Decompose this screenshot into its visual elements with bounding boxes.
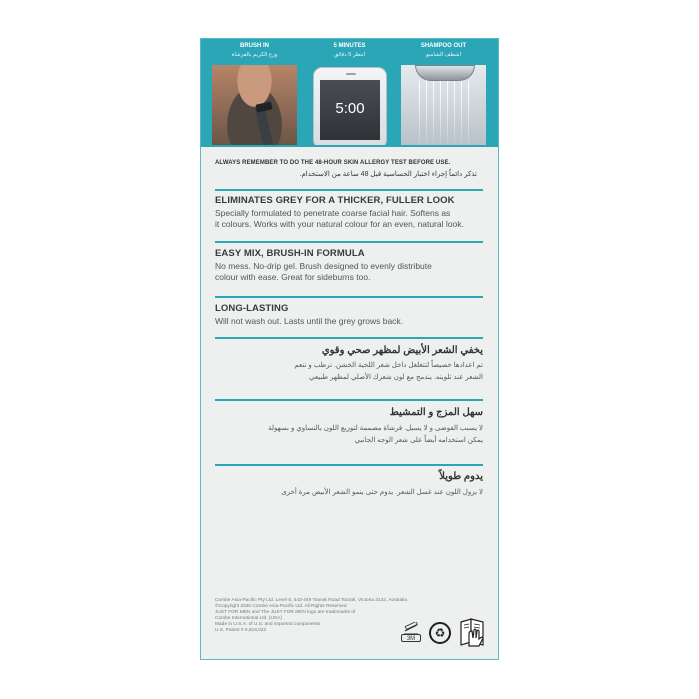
feature-heading: ELIMINATES GREY FOR A THICKER, FULLER LOOK <box>215 195 455 206</box>
legal-line: ©Copyright 2020 Combe Asia-Pacific Ltd. All Rights Reserved <box>215 604 347 609</box>
step-2-title: 5 MINUTES <box>333 43 366 49</box>
legal-line: Combe Asia-Pacific Pty Ltd. Level 8, 443-449 Toorak Road Toorak, Victoria 3142, Australia <box>215 598 407 603</box>
legal-line: JUST FOR MEN and The JUST FOR MEN logo are trademarks of <box>215 610 356 615</box>
feature-heading: LONG-LASTING <box>215 303 289 314</box>
recycle-icon: ♻ <box>429 622 451 644</box>
feature-heading: EASY MIX, BRUSH-IN FORMULA <box>215 248 365 259</box>
feature-text: Will not wash out. Lasts until the grey grows back. <box>215 316 404 326</box>
step-1-subtitle: وزع الكريم بالفرشاة <box>231 52 278 58</box>
divider <box>215 464 483 466</box>
water-stream <box>468 81 469 145</box>
package-panel <box>200 38 499 660</box>
water-stream <box>426 81 427 145</box>
steps-banner <box>201 39 498 147</box>
water-stream <box>461 81 462 145</box>
phone-speaker <box>346 73 356 75</box>
phone-icon <box>313 67 387 145</box>
step-1-title: BRUSH IN <box>239 43 269 49</box>
feature-text-ar: لا يزول اللون عند غسل الشعر. يدوم حتى ينمو الشعر الأبيض مرة أخرى <box>281 489 483 496</box>
water-stream <box>419 81 420 145</box>
phone-screen <box>320 80 380 140</box>
divider <box>215 399 483 401</box>
water-stream <box>433 81 434 145</box>
read-instructions-icon <box>455 616 489 648</box>
feature-heading-ar: سهل المزج و التمشيط <box>389 407 483 418</box>
feature-text: No mess. No-drip gel. Brush designed to evenly distribute <box>215 261 432 271</box>
shampoo-photo <box>401 65 486 145</box>
shower-image <box>401 65 486 145</box>
divider <box>215 337 483 339</box>
feature-text-ar: تم اعدادها خصيصاً لتتغلغل داخل شعر اللحية الخشن. ترطب و تنعم <box>294 362 483 369</box>
feature-text: it colours. Works with your natural colour for an even, natural look. <box>215 219 464 229</box>
legal-line: Made in U.S.A. of U.S. and imported components <box>215 622 321 627</box>
timer-photo <box>307 65 392 145</box>
feature-heading-ar: يدوم طويلاً <box>439 471 483 482</box>
feature-heading-ar: يخفي الشعر الأبيض لمظهر صحي وقوي <box>321 345 483 356</box>
shelf-life-icon <box>401 622 421 644</box>
step-3-subtitle: اشطف الشامبو <box>425 52 462 58</box>
step-2-subtitle: انتظر 5 دقائق <box>333 52 366 58</box>
legal-line: Combe International Ltd. (USA) <box>215 616 282 621</box>
step-3-title: SHAMPOO OUT <box>420 43 467 49</box>
water-stream <box>454 81 455 145</box>
divider <box>215 189 483 191</box>
legal-text <box>215 598 465 634</box>
feature-text-ar: الشعر عند تلوينه. يندمج مع لون شعرك الأصلي لمظهر طبيعي <box>309 374 483 381</box>
feature-text: colour with ease. Great for sideburns too. <box>215 272 371 282</box>
legal-line: U.S. Patent # 6,818,022 <box>215 628 267 633</box>
water-stream <box>440 81 441 145</box>
brush-in-photo <box>212 65 297 145</box>
feature-text-ar: لا يسبب الفوضى و لا يسيل. فرشاة مصممة لتوزيع اللون بالتساوي و بسهولة <box>268 425 483 432</box>
beard-image <box>212 65 297 145</box>
divider <box>215 241 483 243</box>
feature-text: Specially formulated to penetrate coarse facial hair. Softens as <box>215 208 451 218</box>
feature-text-ar: يمكن استخدامه أيضاً على شعر الوجه الجانبي <box>354 437 483 444</box>
shower-head-icon <box>415 65 475 81</box>
timer-display: 5:00 <box>335 100 365 117</box>
water-stream <box>447 81 448 145</box>
book-hand-icon <box>455 616 489 648</box>
divider <box>215 296 483 298</box>
shelf-life-label: 3M <box>401 634 421 642</box>
allergy-warning-ar: تذكر دائماً إجراء اختبار الحساسية قبل 48 ساعة من الاستخدام. <box>299 171 477 178</box>
allergy-warning-en: ALWAYS REMEMBER TO DO THE 48-HOUR SKIN ALLERGY TEST BEFORE USE. <box>215 160 451 166</box>
